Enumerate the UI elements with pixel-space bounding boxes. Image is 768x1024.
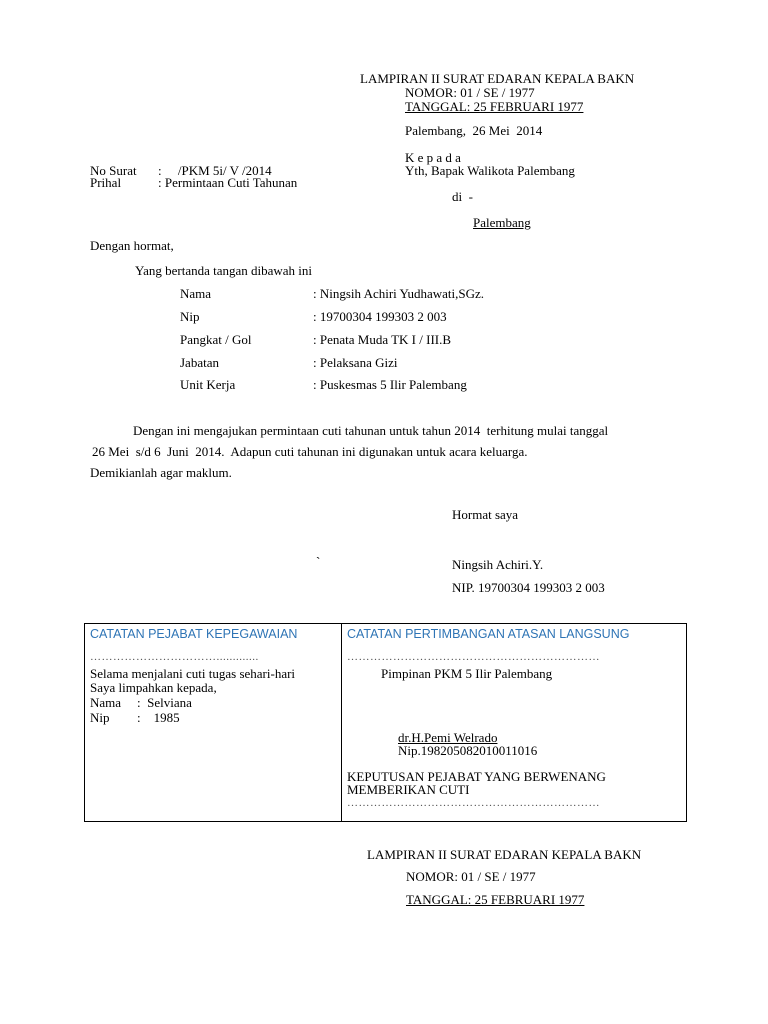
field-label: Nip: [180, 309, 200, 324]
attachment-header-number: NOMOR: 01 / SE / 1977: [406, 869, 536, 884]
right-cell-heading: CATATAN PERTIMBANGAN ATASAN LANGSUNG: [347, 627, 630, 641]
field-value: : Penata Muda TK I / III.B: [313, 332, 452, 347]
field-value: : Ningsih Achiri Yudhawati,SGz.: [313, 286, 485, 301]
delegate-nip-label: Nip: [90, 710, 110, 725]
attachment-header-title: LAMPIRAN II SURAT EDARAN KEPALA BAKN: [360, 71, 635, 86]
delegate-name-value: : Selviana: [137, 695, 192, 710]
field-value: : 19700304 199303 2 003: [313, 309, 447, 324]
field-label: Nama: [180, 286, 212, 301]
attachment-header-number: NOMOR: 01 / SE / 1977: [405, 85, 535, 100]
right-cell-dots: …………………………………………………………: [347, 651, 600, 663]
attachment-header-date: TANGGAL: 25 FEBRUARI 1977: [405, 99, 584, 114]
attachment-header-title: LAMPIRAN II SURAT EDARAN KEPALA BAKN: [367, 847, 642, 862]
decision-line-2: MEMBERIKAN CUTI: [347, 782, 470, 797]
place-date: Palembang, 26 Mei 2014: [405, 123, 543, 138]
field-value: : Puskesmas 5 Ilir Palembang: [313, 377, 467, 392]
prihal-label: Prihal: [90, 175, 122, 190]
supervisor-name: dr.H.Pemi Welrado: [398, 730, 498, 745]
signer-nip: NIP. 19700304 199303 2 003: [452, 580, 605, 595]
supervisor-nip: Nip.198205082010011016: [398, 743, 538, 758]
delegate-name-label: Nama: [90, 695, 122, 710]
field-label: Unit Kerja: [180, 377, 236, 392]
recipient-kepada: K e p a d a: [405, 150, 461, 165]
delegate-nip-value: : 1985: [137, 710, 180, 725]
field-label: Pangkat / Gol: [180, 332, 252, 347]
signer-name: Ningsih Achiri.Y.: [452, 557, 544, 572]
left-cell-line-1: Selama menjalani cuti tugas sehari-hari: [90, 666, 296, 681]
recipient-di: di -: [452, 189, 473, 204]
left-cell-line-2: Saya limpahkan kepada,: [90, 680, 217, 695]
intro-line: Yang bertanda tangan dibawah ini: [135, 263, 313, 278]
left-cell-heading: CATATAN PEJABAT KEPEGAWAIAN: [90, 627, 298, 641]
stray-backtick: `: [316, 554, 321, 569]
decision-dots: …………………………………………………………: [347, 797, 600, 809]
recipient-city: Palembang: [473, 215, 531, 230]
field-value: : Pelaksana Gizi: [313, 355, 398, 370]
signature-closing: Hormat saya: [452, 507, 519, 522]
body-line-3: Demikianlah agar maklum.: [90, 465, 232, 480]
no-surat-value: : /PKM 5i/ V /2014: [158, 163, 272, 178]
no-surat-label: No Surat: [90, 163, 137, 178]
field-label: Jabatan: [180, 355, 219, 370]
supervisor-title: Pimpinan PKM 5 Ilir Palembang: [381, 666, 553, 681]
left-cell-dots: …………………………….............: [90, 651, 259, 663]
body-line-2: 26 Mei s/d 6 Juni 2014. Adapun cuti tahunan ini digunakan untuk acara keluarga.: [92, 444, 528, 459]
decision-line-1: KEPUTUSAN PEJABAT YANG BERWENANG: [347, 769, 606, 784]
attachment-header-date: TANGGAL: 25 FEBRUARI 1977: [406, 892, 585, 907]
body-line-1: Dengan ini mengajukan permintaan cuti tahunan untuk tahun 2014 terhitung mulai tanggal: [133, 423, 609, 438]
table-divider: [341, 623, 342, 822]
recipient-yth: Yth, Bapak Walikota Palembang: [405, 163, 575, 178]
greeting: Dengan hormat,: [90, 238, 174, 253]
prihal-value: : Permintaan Cuti Tahunan: [158, 175, 298, 190]
